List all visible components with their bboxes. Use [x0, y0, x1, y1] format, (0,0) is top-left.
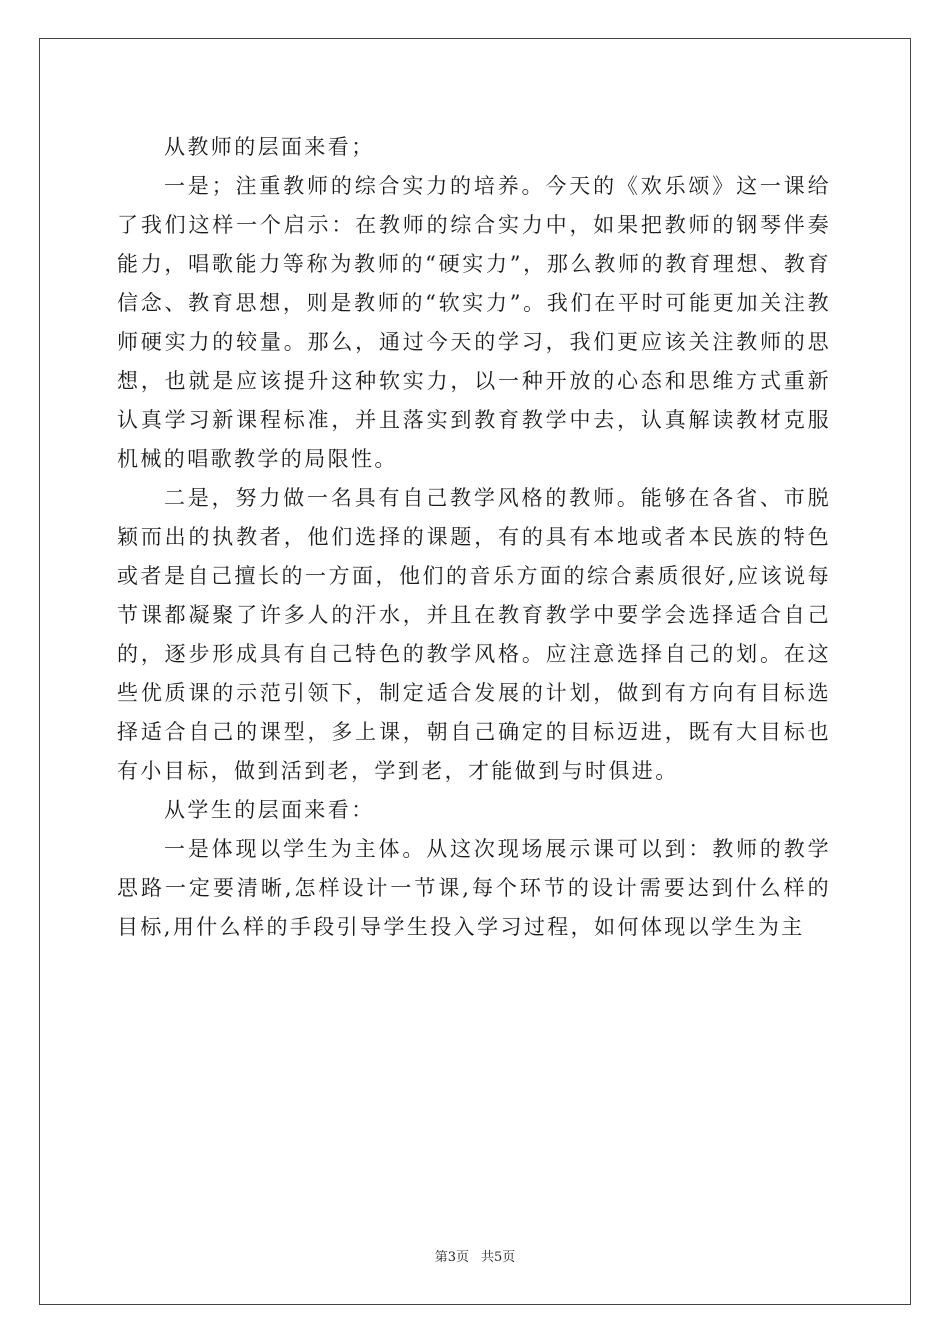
paragraph-teacher-point-two: 二是，努力做一名具有自己教学风格的教师。能够在各省、市脱颖而出的执教者，他们选择的课题，有的具有本地或者本民族的特色或者是自己擅长的一方面，他们的音乐方面的综合素质很好,应该说每节课都凝聚了许多人的汗水，并且在教育教学中要学会选择适合自己的，逐步形成具有自己特色的教学风格。应注意选择自己的划。在这些优质课的示范引领下，制定适合发展的计划，做到有方向有目标选择适合自己的课型，多上课，朝自己确定的目标迈进，既有大目标也有小目标，做到活到老，学到老，才能做到与时俱进。 — [117, 486, 831, 783]
document-body — [117, 128, 831, 947]
page-total: 共5页 — [481, 1250, 516, 1265]
paragraph-student-heading: 从学生的层面来看： — [164, 798, 375, 822]
page-footer — [0, 1246, 950, 1265]
page-number: 第3页 — [434, 1250, 469, 1265]
paragraph-teacher-point-one: 一是；注重教师的综合实力的培养。今天的《欢乐颂》这一课给了我们这样一个启示：在教师的综合实力中，如果把教师的钢琴伴奏能力，唱歌能力等称为教师的“硬实力”，那么教师的教育理想、教育信念、教育思想，则是教师的“软实力”。我们在平时可能更加关注教师硬实力的较量。那么，通过今天的学习，我们更应该关注教师的思想，也就是应该提升这种软实力，以一种开放的心态和思维方式重新认真学习新课程标准，并且落实到教育教学中去，认真解读教材克服机械的唱歌教学的局限性。 — [117, 174, 831, 471]
paragraph-teacher-heading: 从教师的层面来看； — [164, 135, 375, 159]
paragraph-student-point-one: 一是体现以学生为主体。从这次现场展示课可以到：教师的教学思路一定要清晰,怎样设计一节课,每个环节的设计需要达到什么样的目标,用什么样的手段引导学生投入学习过程，如何体现以学生为主 — [117, 837, 831, 939]
